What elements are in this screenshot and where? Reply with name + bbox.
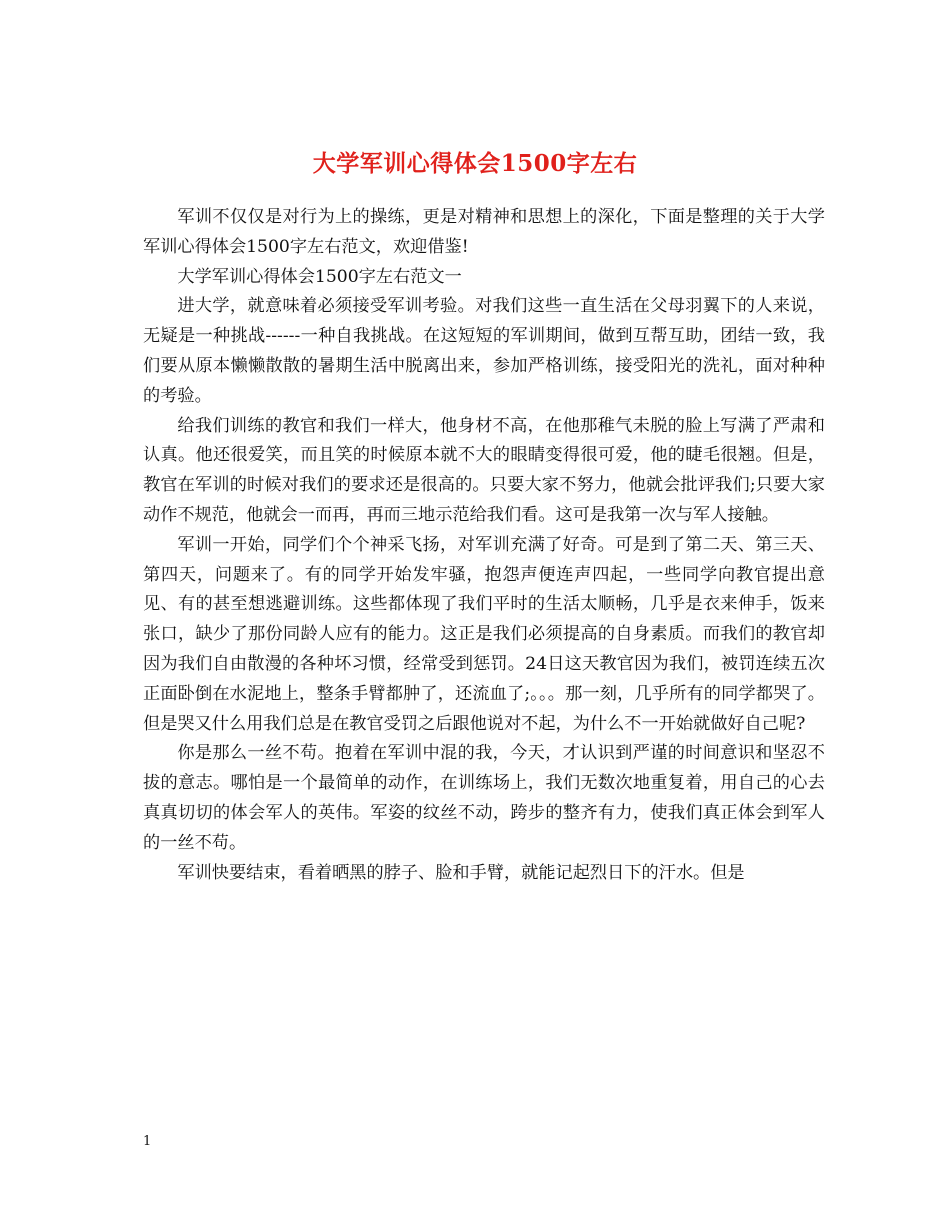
paragraph-intro: 军训不仅仅是对行为上的操练，更是对精神和思想上的深化，下面是整理的关于大学军训心得体会1500字左右范文，欢迎借鉴! <box>143 207 825 257</box>
page-number: 1 <box>143 1134 152 1149</box>
document-title: 大学军训心得体会1500字左右 <box>312 150 638 178</box>
document-body <box>143 203 825 888</box>
paragraph-5: 军训快要结束，看着晒黑的脖子、脸和手臂，就能记起烈日下的汗水。但是 <box>177 862 745 883</box>
paragraph-1: 进大学，就意味着必须接受军训考验。对我们这些一直生活在父母羽翼下的人来说，无疑是一种挑战------一种自我挑战。在这短短的军训期间，做到互帮互助，团结一致，我们要从原本懒懒散散的暑期生活中脱离出来，参加严格训练，接受阳光的洗礼，面对种种的考验。 <box>143 296 825 406</box>
paragraph-4: 你是那么一丝不苟。抱着在军训中混的我，今天，才认识到严谨的时间意识和坚忍不拔的意志。哪怕是一个最简单的动作，在训练场上，我们无数次地重复着，用自己的心去真真切切的体会军人的英伟。军姿的纹丝不动，跨步的整齐有力，使我们真正体会到军人的一丝不苟。 <box>143 743 825 853</box>
paragraph-subheading: 大学军训心得体会1500字左右范文一 <box>177 266 462 287</box>
paragraph-3: 军训一开始，同学们个个神采飞扬，对军训充满了好奇。可是到了第二天、第三天、第四天，问题来了。有的同学开始发牢骚，抱怨声便连声四起，一些同学向教官提出意见、有的甚至想逃避训练。这些都体现了我们平时的生活太顺畅，几乎是衣来伸手，饭来张口，缺少了那份同龄人应有的能力。这正是我们必须提高的自身素质。而我们的教官却因为我们自由散漫的各种坏习惯，经常受到惩罚。24日这天教官因为我们，被罚连续五次正面卧倒在水泥地上，整条手臂都肿了，还流血了;。。。那一刻，几乎所有的同学都哭了。但是哭又什么用我们总是在教官受罚之后跟他说对不起，为什么不一开始就做好自己呢? <box>143 534 825 734</box>
paragraph-2: 给我们训练的教官和我们一样大，他身材不高，在他那稚气未脱的脸上写满了严肃和认真。他还很爱笑，而且笑的时候原本就不大的眼睛变得很可爱，他的睫毛很翘。但是，教官在军训的时候对我们的要求还是很高的。只要大家不努力，他就会批评我们;只要大家动作不规范，他就会一而再，再而三地示范给我们看。这可是我第一次与军人接触。 <box>143 415 825 525</box>
